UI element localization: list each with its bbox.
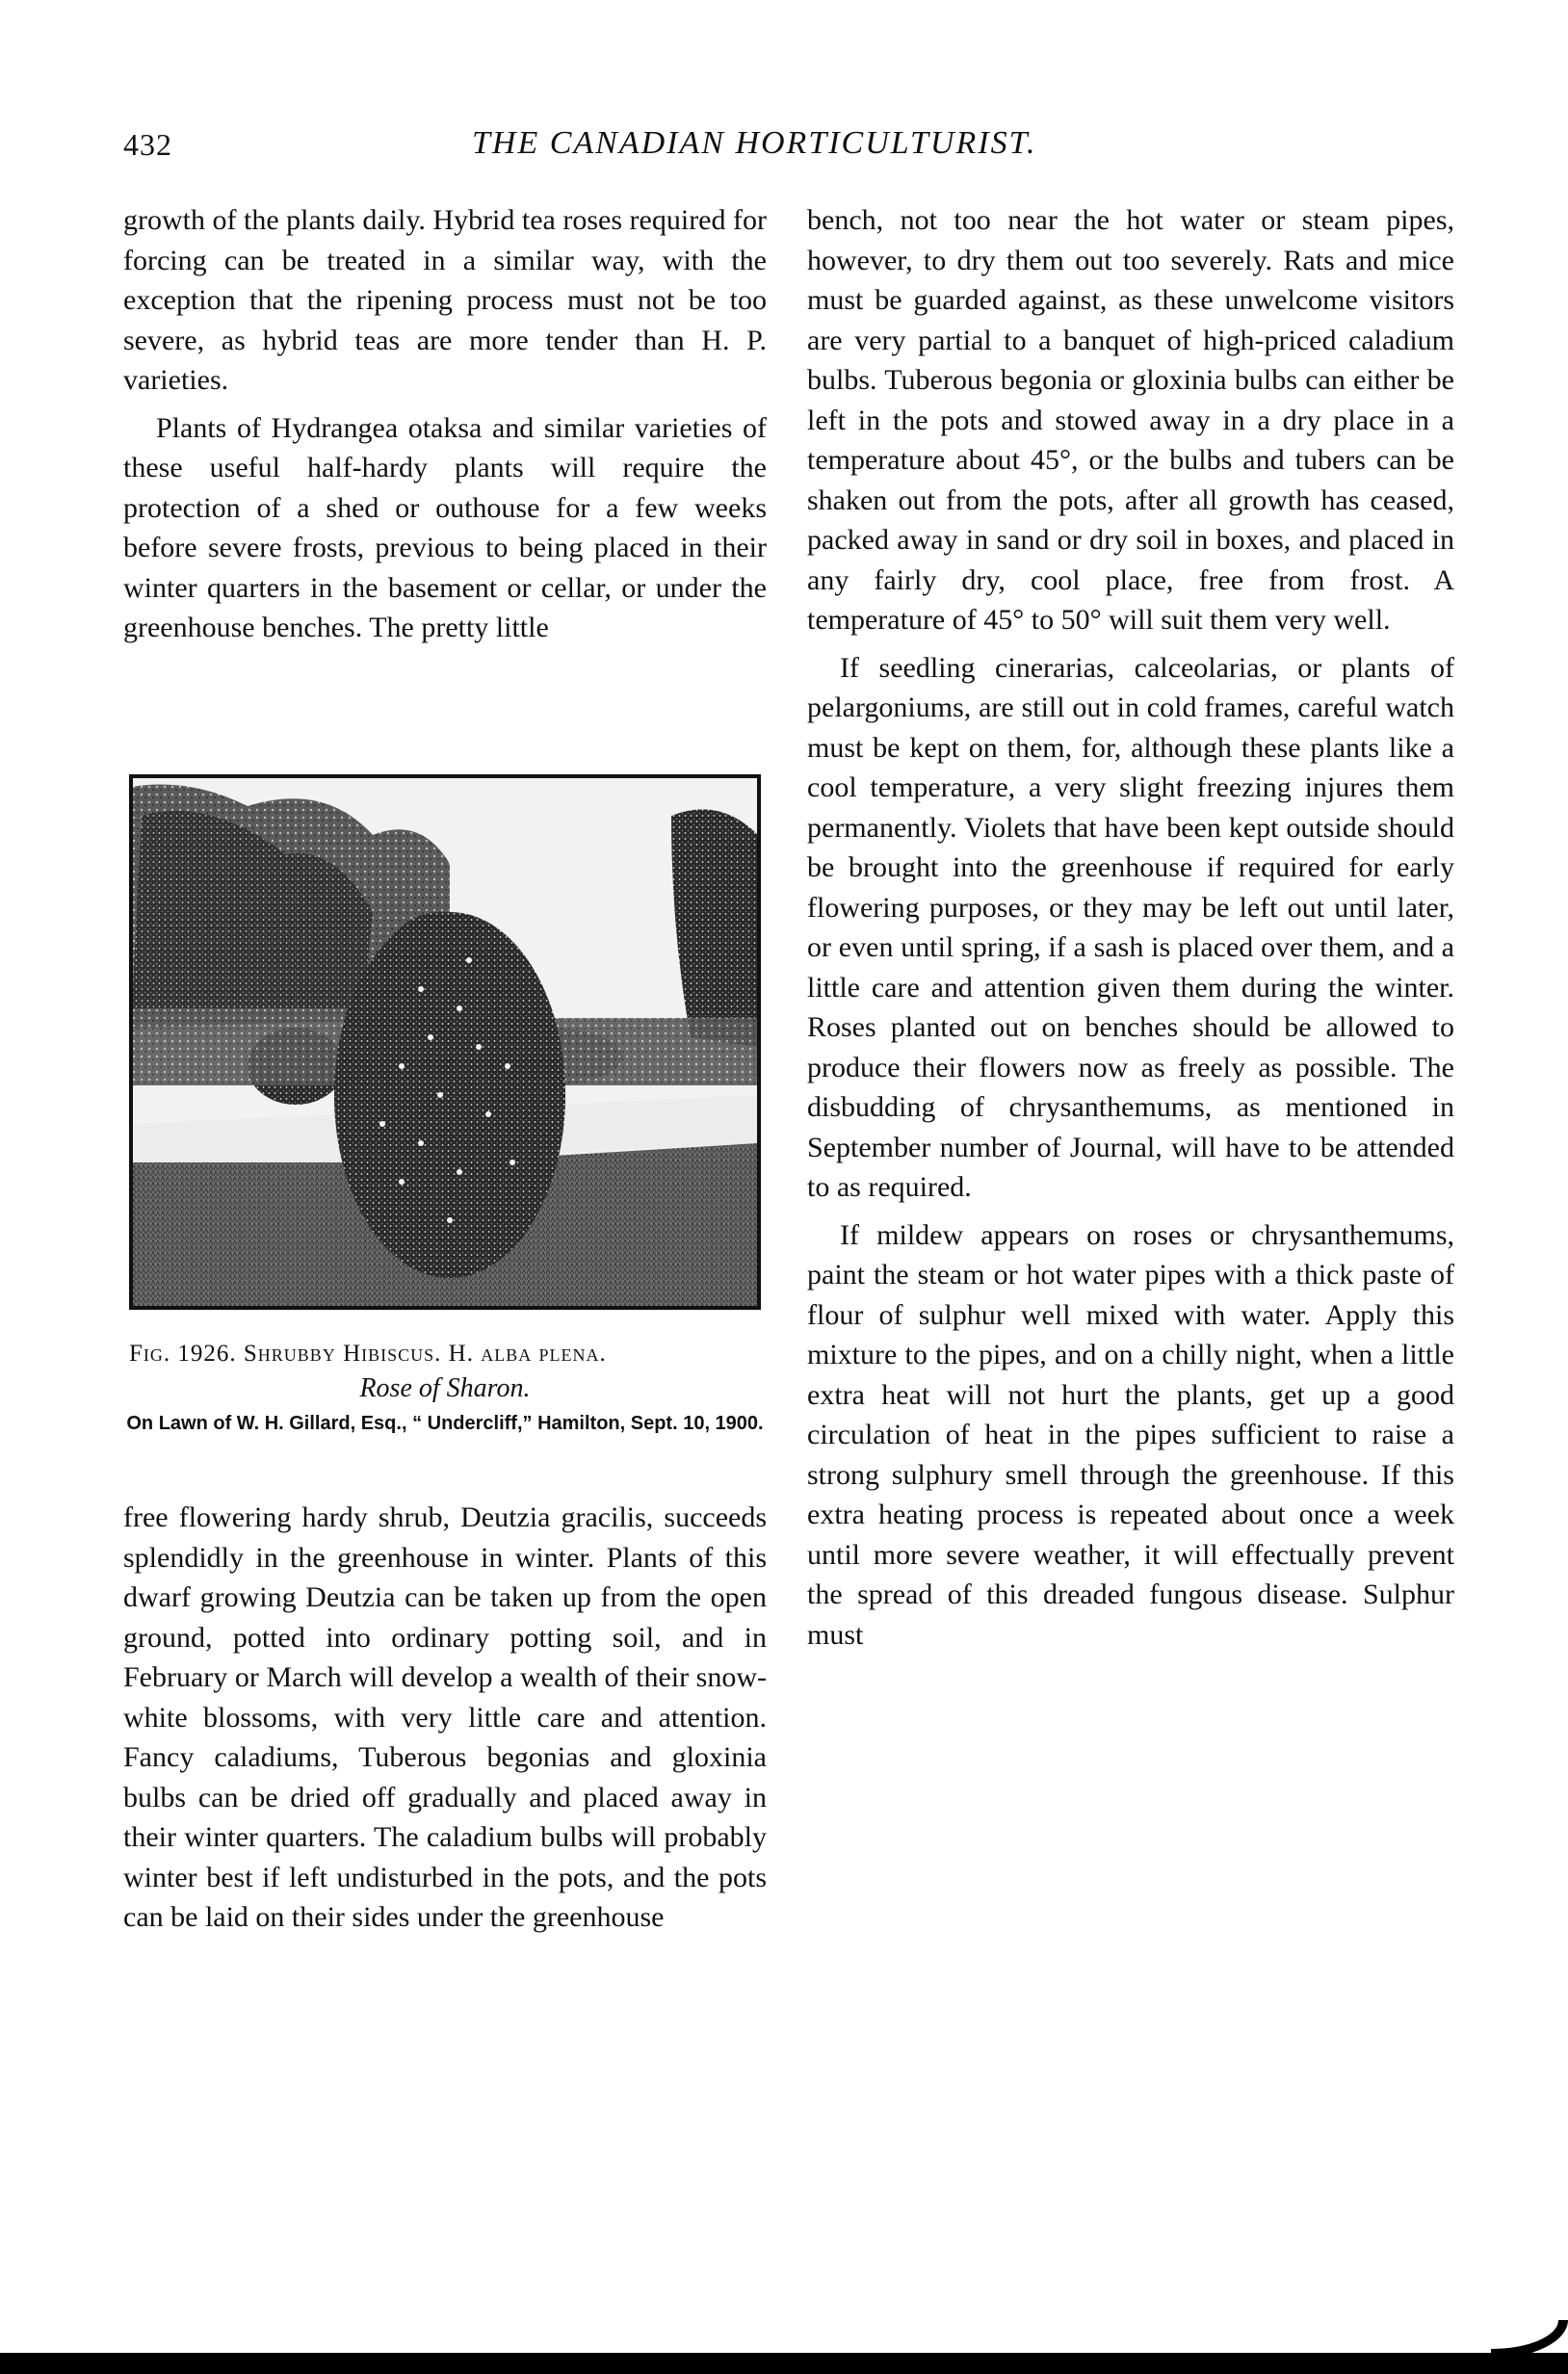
paragraph: bench, not too near the hot water or steam pipes, however, to dry them out too severely. Rats and mice must be guarded against, as these unwelcome visitors are very partial to a banquet of high-priced caladium bulbs. Tuberous begonia or gloxinia bulbs can either be left in the pots and stowed away in a dry place in a temperature about 45°, or the bulbs and tubers can be shaken out from the pots, after all growth has ceased, packed away in sand or dry soil in boxes, and placed in any fairly dry, cool place, free from frost. A temperature of 45° to 50° will suit them very well. <box>807 204 1454 636</box>
paragraph: growth of the plants daily. Hybrid tea roses required for forcing can be treated in a similar way, with the exception that the ripening process must not be too severe, as hybrid teas are more tender than H. P. varieties. <box>123 204 767 396</box>
paragraph: If seedling cinerarias, calceolarias, or plants of pelargoniums, are still out in cold frames, careful watch must be kept on them, for, although these plants like a cool temperature, a very slight freezing injures them permanently. Violets that have been kept outside should be brought into the greenhouse if required for early flowering purposes, or they may be left out until later, or even until spring, if a sash is placed over them, and a little care and attention given them during the winter. Roses planted out on benches should be allowed to produce their flowers now as freely as possible. The disbudding of chrysanthemums, as mentioned in September number of Journal, will have to be attended to as required. <box>807 651 1454 1203</box>
paragraph: If mildew appears on roses or chrysanthemums, paint the steam or hot water pipes with a thick paste of flour of sulphur well mixed with water. Apply this mixture to the pipes, and on a chilly night, when a little extra heat will not hurt the plants, get up a good circulation of heat in the pipes sufficient to raise a strong sulphury smell through the greenhouse. If this extra heating process is repeated about once a week until more severe weather, it will effectually prevent the spread of this dreaded fungous disease. Sulphur must <box>807 1218 1454 1651</box>
paragraph: free flowering hardy shrub, Deutzia gracilis, succeeds splendidly in the greenhouse in winter. Plants of this dwarf growing Deutzia can be taken up from the open ground, potted into ordinary potting soil, and in February or March will develop a wealth of their snow-white blossoms, with very little care and attention. Fancy caladiums, Tuberous begonias and gloxinia bulbs can be dried off gradually and placed away in their winter quarters. The caladium bulbs will probably winter best if left undisturbed in the pots, and the pots can be laid on their sides under the greenhouse <box>123 1501 767 1933</box>
figure-caption-credit: On Lawn of W. H. Gillard, Esq., “ Undercliff,” Hamilton, Sept. 10, 1900. <box>126 1413 764 1434</box>
left-column-top <box>123 200 767 648</box>
page-number: 432 <box>123 127 172 162</box>
left-column-bottom <box>123 1498 767 1938</box>
page-bottom-edge <box>0 2353 1568 2374</box>
figure-caption-subtitle: Rose of Sharon. <box>359 1373 531 1403</box>
right-column <box>807 200 1454 1655</box>
figure-caption-title: Fig. 1926. Shrubby Hibiscus. H. alba plena. <box>129 1341 607 1367</box>
figure-photograph <box>129 774 761 1310</box>
hibiscus-photo-illustration <box>132 777 758 1307</box>
running-title: THE CANADIAN HORTICULTURIST. <box>472 125 1037 161</box>
paragraph: Plants of Hydrangea otaksa and similar varieties of these useful half-hardy plants will require the protection of a shed or outhouse for a few weeks before severe frosts, previous to being placed in their winter quarters in the basement or cellar, or under the greenhouse benches. The pretty little <box>123 411 767 643</box>
